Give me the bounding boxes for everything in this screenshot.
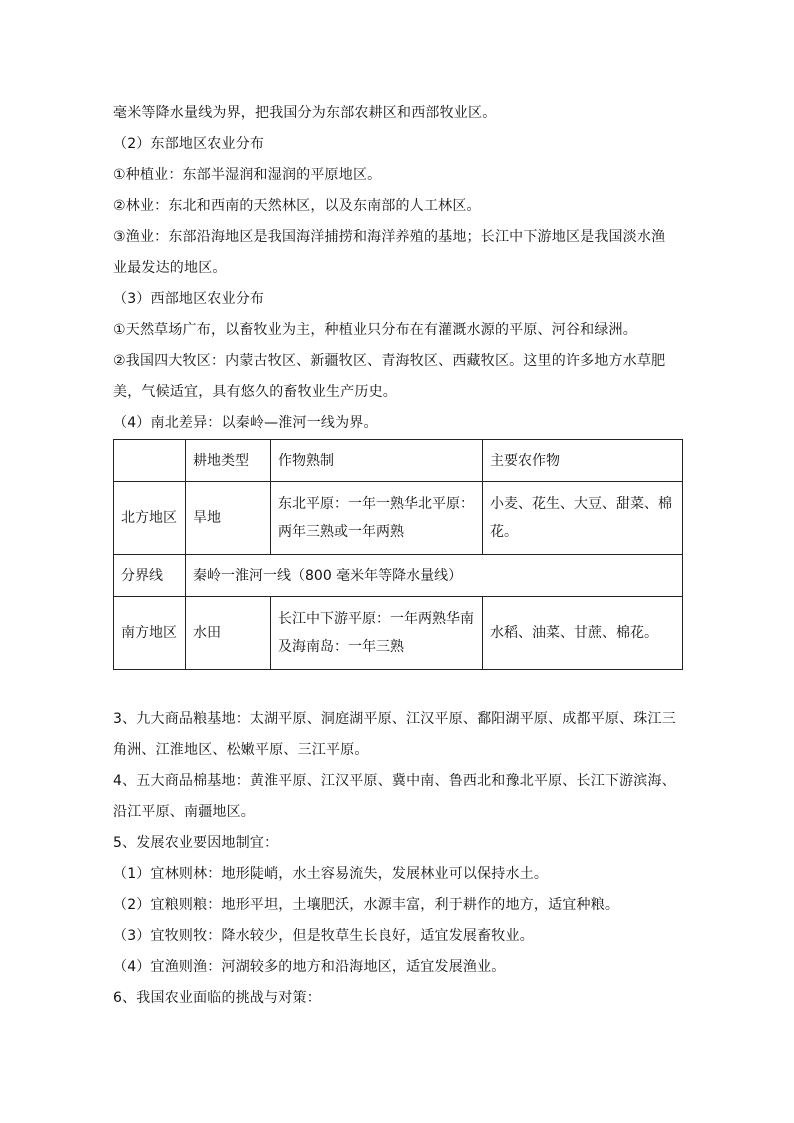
maturity-line: 及海南岛：一年三熟 <box>278 639 404 655</box>
header-cell: 耕地类型 <box>186 440 271 482</box>
boundary-cell: 秦岭一淮河一线（800 毫米年等降水量线） <box>186 555 683 597</box>
maturity-cell <box>271 482 483 555</box>
maturity-line: 两年三熟或一年两熟 <box>278 524 404 540</box>
header-cell: 作物熟制 <box>271 440 483 482</box>
land-type-cell: 水田 <box>186 597 271 670</box>
region-cell: 分界线 <box>114 555 186 597</box>
text-line: （3）宜牧则牧：降水较少，但是牧草生长良好，适宜发展畜牧业。 <box>113 928 534 944</box>
section-heading: （4）南北差异：以秦岭—淮河一线为界。 <box>113 415 378 431</box>
table-row-north <box>114 482 683 555</box>
text-line: 角洲、江淮地区、松嫩平原、三江平原。 <box>113 742 369 758</box>
maturity-line: 东北平原：一年一熟华北平原： <box>278 496 474 512</box>
text-line: （1）宜林则林：地形陡峭，水土容易流失，发展林业可以保持水土。 <box>113 866 549 882</box>
header-cell: 主要农作物 <box>483 440 683 482</box>
table-row-south <box>114 597 683 670</box>
text-line: 业最发达的地区。 <box>113 260 227 276</box>
land-type-cell: 旱地 <box>186 482 271 555</box>
maturity-line: 长江中下游平原：一年两熟华南 <box>278 611 474 627</box>
section-heading: 5、发展农业要因地制宜： <box>113 835 279 851</box>
section-heading: 6、我国农业面临的挑战与对策： <box>113 990 321 1006</box>
region-cell: 北方地区 <box>114 482 186 555</box>
crops-line: 花。 <box>490 524 518 540</box>
section-heading: （3）西部地区农业分布 <box>113 291 265 307</box>
agriculture-comparison-table <box>113 439 683 670</box>
crops-line: 小麦、花生、大豆、甜菜、棉 <box>490 496 672 512</box>
text-line: ③渔业：东部沿海地区是我国海洋捕捞和海洋养殖的基地；长江中下游地区是我国淡水渔 <box>113 229 666 245</box>
crops-cell <box>483 482 683 555</box>
header-cell <box>114 440 186 482</box>
text-line: 毫米等降水量线为界，把我国分为东部农耕区和西部牧业区。 <box>113 105 497 121</box>
text-line: 沿江平原、南疆地区。 <box>113 804 255 820</box>
text-line: ②林业：东北和西南的天然林区，以及东南部的人工林区。 <box>113 198 481 214</box>
text-line: ②我国四大牧区：内蒙古牧区、新疆牧区、青海牧区、西藏牧区。这里的许多地方水草肥 <box>113 353 666 369</box>
text-line: ①天然草场广布，以畜牧业为主，种植业只分布在有灌溉水源的平原、河谷和绿洲。 <box>113 322 637 338</box>
text-line: （2）宜粮则粮：地形平坦，土壤肥沃，水源丰富，利于耕作的地方，适宜种粮。 <box>113 897 620 913</box>
text-line: 4、五大商品棉基地：黄淮平原、江汉平原、冀中南、鲁西北和豫北平原、长江下游滨海、 <box>113 773 676 789</box>
crops-cell: 水稻、油菜、甘蔗、棉花。 <box>483 597 683 670</box>
text-line: （4）宜渔则渔：河湖较多的地方和沿海地区，适宜发展渔业。 <box>113 959 506 975</box>
text-line: ①种植业：东部半湿润和湿润的平原地区。 <box>113 167 382 183</box>
maturity-cell <box>271 597 483 670</box>
table-header-row <box>114 440 683 482</box>
text-line: 美，气候适宜，具有悠久的畜牧业生产历史。 <box>113 384 397 400</box>
region-cell: 南方地区 <box>114 597 186 670</box>
section-heading: （2）东部地区农业分布 <box>113 136 265 152</box>
table-row-boundary <box>114 555 683 597</box>
text-line: 3、九大商品粮基地：太湖平原、洞庭湖平原、江汉平原、鄱阳湖平原、成都平原、珠江三 <box>113 711 676 727</box>
